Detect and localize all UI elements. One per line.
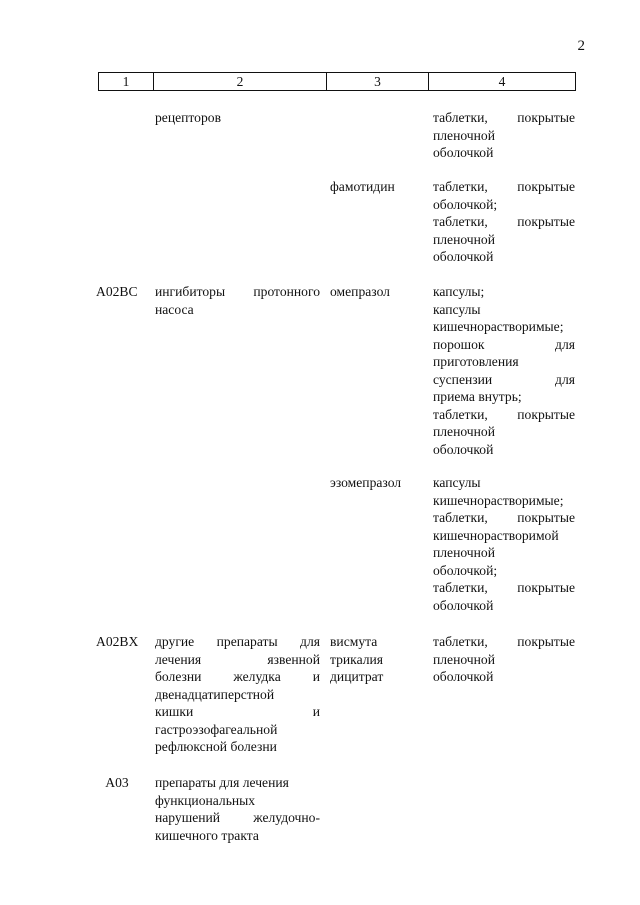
group-name: рецепторов (155, 110, 221, 125)
header-col-2: 2 (236, 74, 244, 89)
atc-code: A02BX (96, 634, 139, 649)
dosage-forms: капсулы; капсулы кишечнорастворимые; порошок для приготовления суспензии для приема внутрь; таблетки, покрытые пленочной оболочкой (433, 284, 575, 457)
header-col-1: 1 (122, 74, 130, 89)
page-number: 2 (577, 38, 585, 54)
dosage-forms: капсулы кишечнорастворимые; таблетки, покрытые кишечнорастворимой пленочной оболочкой; таблетки, покрытые оболочкой (433, 475, 575, 613)
drug-name: омепразол (330, 284, 390, 299)
group-name: другие препараты для лечения язвенной болезни желудка и двенадцатиперстной кишки и гастроэзофагеальной рефлюксной болезни (155, 634, 320, 754)
atc-code: A02BC (96, 284, 138, 299)
drug-name: висмута трикалия дицитрат (330, 634, 384, 684)
dosage-forms: таблетки, покрытые пленочной оболочкой (433, 110, 575, 160)
header-divider (575, 72, 576, 91)
drug-name: фамотидин (330, 179, 395, 194)
header-col-3: 3 (374, 74, 381, 89)
dosage-forms: таблетки, покрытые оболочкой; таблетки, покрытые пленочной оболочкой (433, 179, 575, 264)
group-name: препараты для лечения функциональных нарушений желудочно- кишечного тракта (155, 775, 320, 843)
atc-code: A03 (105, 775, 129, 790)
table-header (98, 72, 576, 91)
drug-name: эзомепразол (330, 475, 402, 490)
group-name: ингибиторы протонного насоса (155, 284, 320, 317)
header-bottom-border (98, 90, 576, 91)
header-col-4: 4 (498, 74, 506, 89)
dosage-forms: таблетки, покрытые пленочной оболочкой (433, 634, 575, 684)
